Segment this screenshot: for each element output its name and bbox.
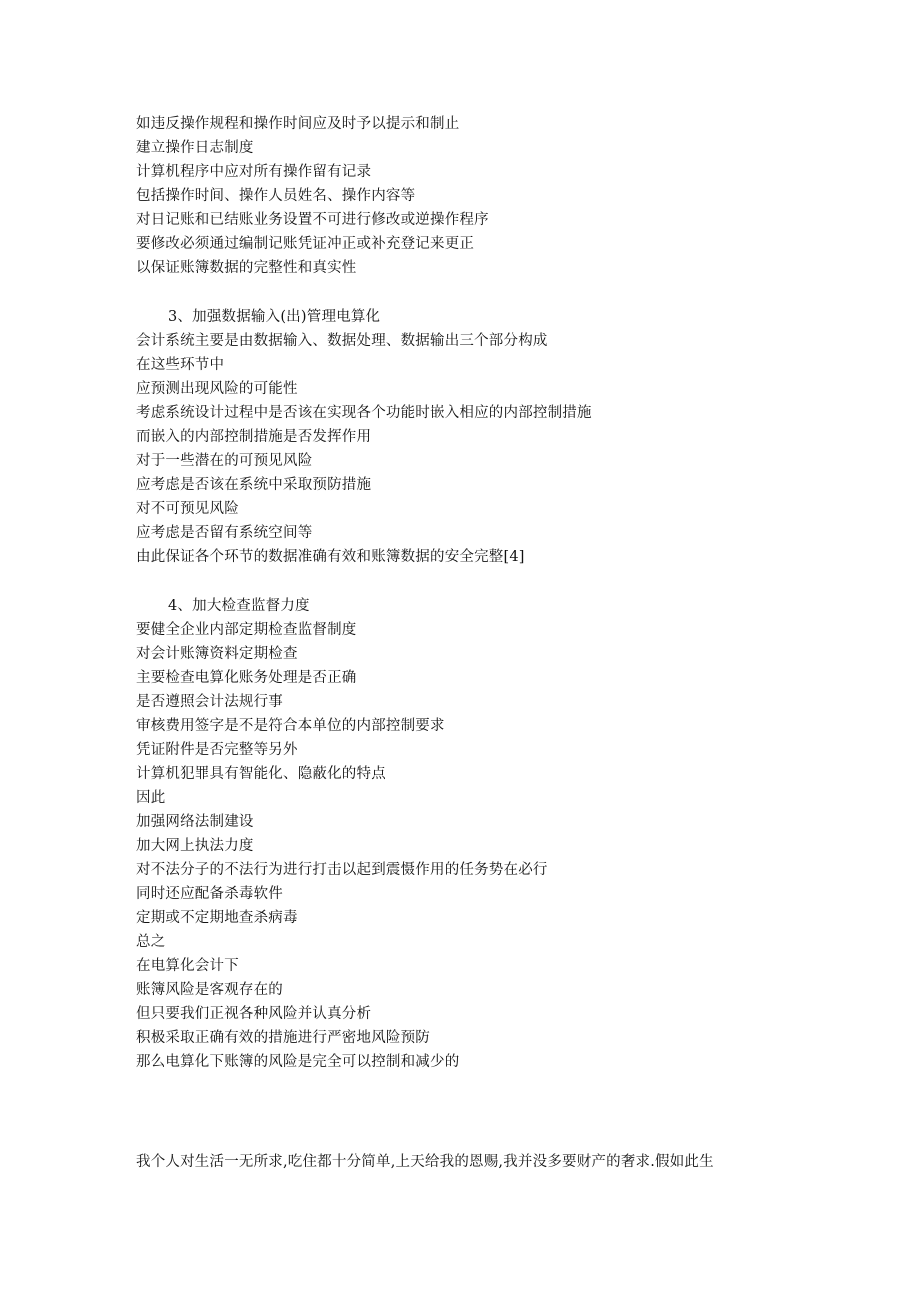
text-line: 对日记账和已结账业务设置不可进行修改或逆操作程序 <box>136 212 489 228</box>
text-line: 积极采取正确有效的措施进行严密地风险预防 <box>136 1030 430 1046</box>
text-line: 包括操作时间、操作人员姓名、操作内容等 <box>136 188 416 204</box>
text-line: 主要检查电算化账务处理是否正确 <box>136 670 357 686</box>
section-3 <box>136 305 836 569</box>
text-line: 而嵌入的内部控制措施是否发挥作用 <box>136 429 372 445</box>
text-line: 加强网络法制建设 <box>136 814 254 830</box>
section-4-heading: 4、加大检查监督力度 <box>168 598 310 614</box>
closing-paragraph <box>136 1150 836 1174</box>
section-3-heading: 3、加强数据输入(出)管理电算化 <box>168 309 381 325</box>
intro-paragraph <box>136 112 836 280</box>
text-line: 会计系统主要是由数据输入、数据处理、数据输出三个部分构成 <box>136 333 548 349</box>
text-line: 应预测出现风险的可能性 <box>136 381 298 397</box>
text-line: 凭证附件是否完整等另外 <box>136 742 298 758</box>
text-line: 那么电算化下账簿的风险是完全可以控制和减少的 <box>136 1054 460 1070</box>
text-line: 应考虑是否留有系统空间等 <box>136 525 313 541</box>
text-line: 审核费用签字是不是符合本单位的内部控制要求 <box>136 718 445 734</box>
section-4 <box>136 594 836 1074</box>
text-line: 要修改必须通过编制记账凭证冲正或补充登记来更正 <box>136 236 475 252</box>
text-line: 但只要我们正视各种风险并认真分析 <box>136 1006 372 1022</box>
text-line: 定期或不定期地查杀病毒 <box>136 910 298 926</box>
text-line: 对于一些潜在的可预见风险 <box>136 453 313 469</box>
text-line: 对不可预见风险 <box>136 501 239 517</box>
text-line: 对不法分子的不法行为进行打击以起到震慑作用的任务势在必行 <box>136 862 548 878</box>
text-line: 由此保证各个环节的数据准确有效和账簿数据的安全完整[4] <box>136 549 525 565</box>
text-line: 考虑系统设计过程中是否该在实现各个功能时嵌入相应的内部控制措施 <box>136 405 592 421</box>
text-line: 计算机犯罪具有智能化、隐蔽化的特点 <box>136 766 386 782</box>
text-line: 总之 <box>136 934 166 950</box>
text-line: 账簿风险是客观存在的 <box>136 982 283 998</box>
text-line: 要健全企业内部定期检查监督制度 <box>136 622 357 638</box>
text-line: 同时还应配备杀毒软件 <box>136 886 283 902</box>
text-line: 加大网上执法力度 <box>136 838 254 854</box>
text-line: 以保证账簿数据的完整性和真实性 <box>136 260 357 276</box>
text-line: 因此 <box>136 790 166 806</box>
text-line: 是否遵照会计法规行事 <box>136 694 283 710</box>
text-line: 在电算化会计下 <box>136 958 239 974</box>
text-line: 对会计账簿资料定期检查 <box>136 646 298 662</box>
text-line: 建立操作日志制度 <box>136 140 254 156</box>
text-line: 计算机程序中应对所有操作留有记录 <box>136 164 372 180</box>
text-line: 应考虑是否该在系统中采取预防措施 <box>136 477 372 493</box>
text-line: 在这些环节中 <box>136 357 225 373</box>
text-line: 如违反操作规程和操作时间应及时予以提示和制止 <box>136 116 460 132</box>
text-line: 我个人对生活一无所求,吃住都十分简单,上天给我的恩赐,我并没多要财产的奢求.假如此生 <box>136 1154 714 1170</box>
